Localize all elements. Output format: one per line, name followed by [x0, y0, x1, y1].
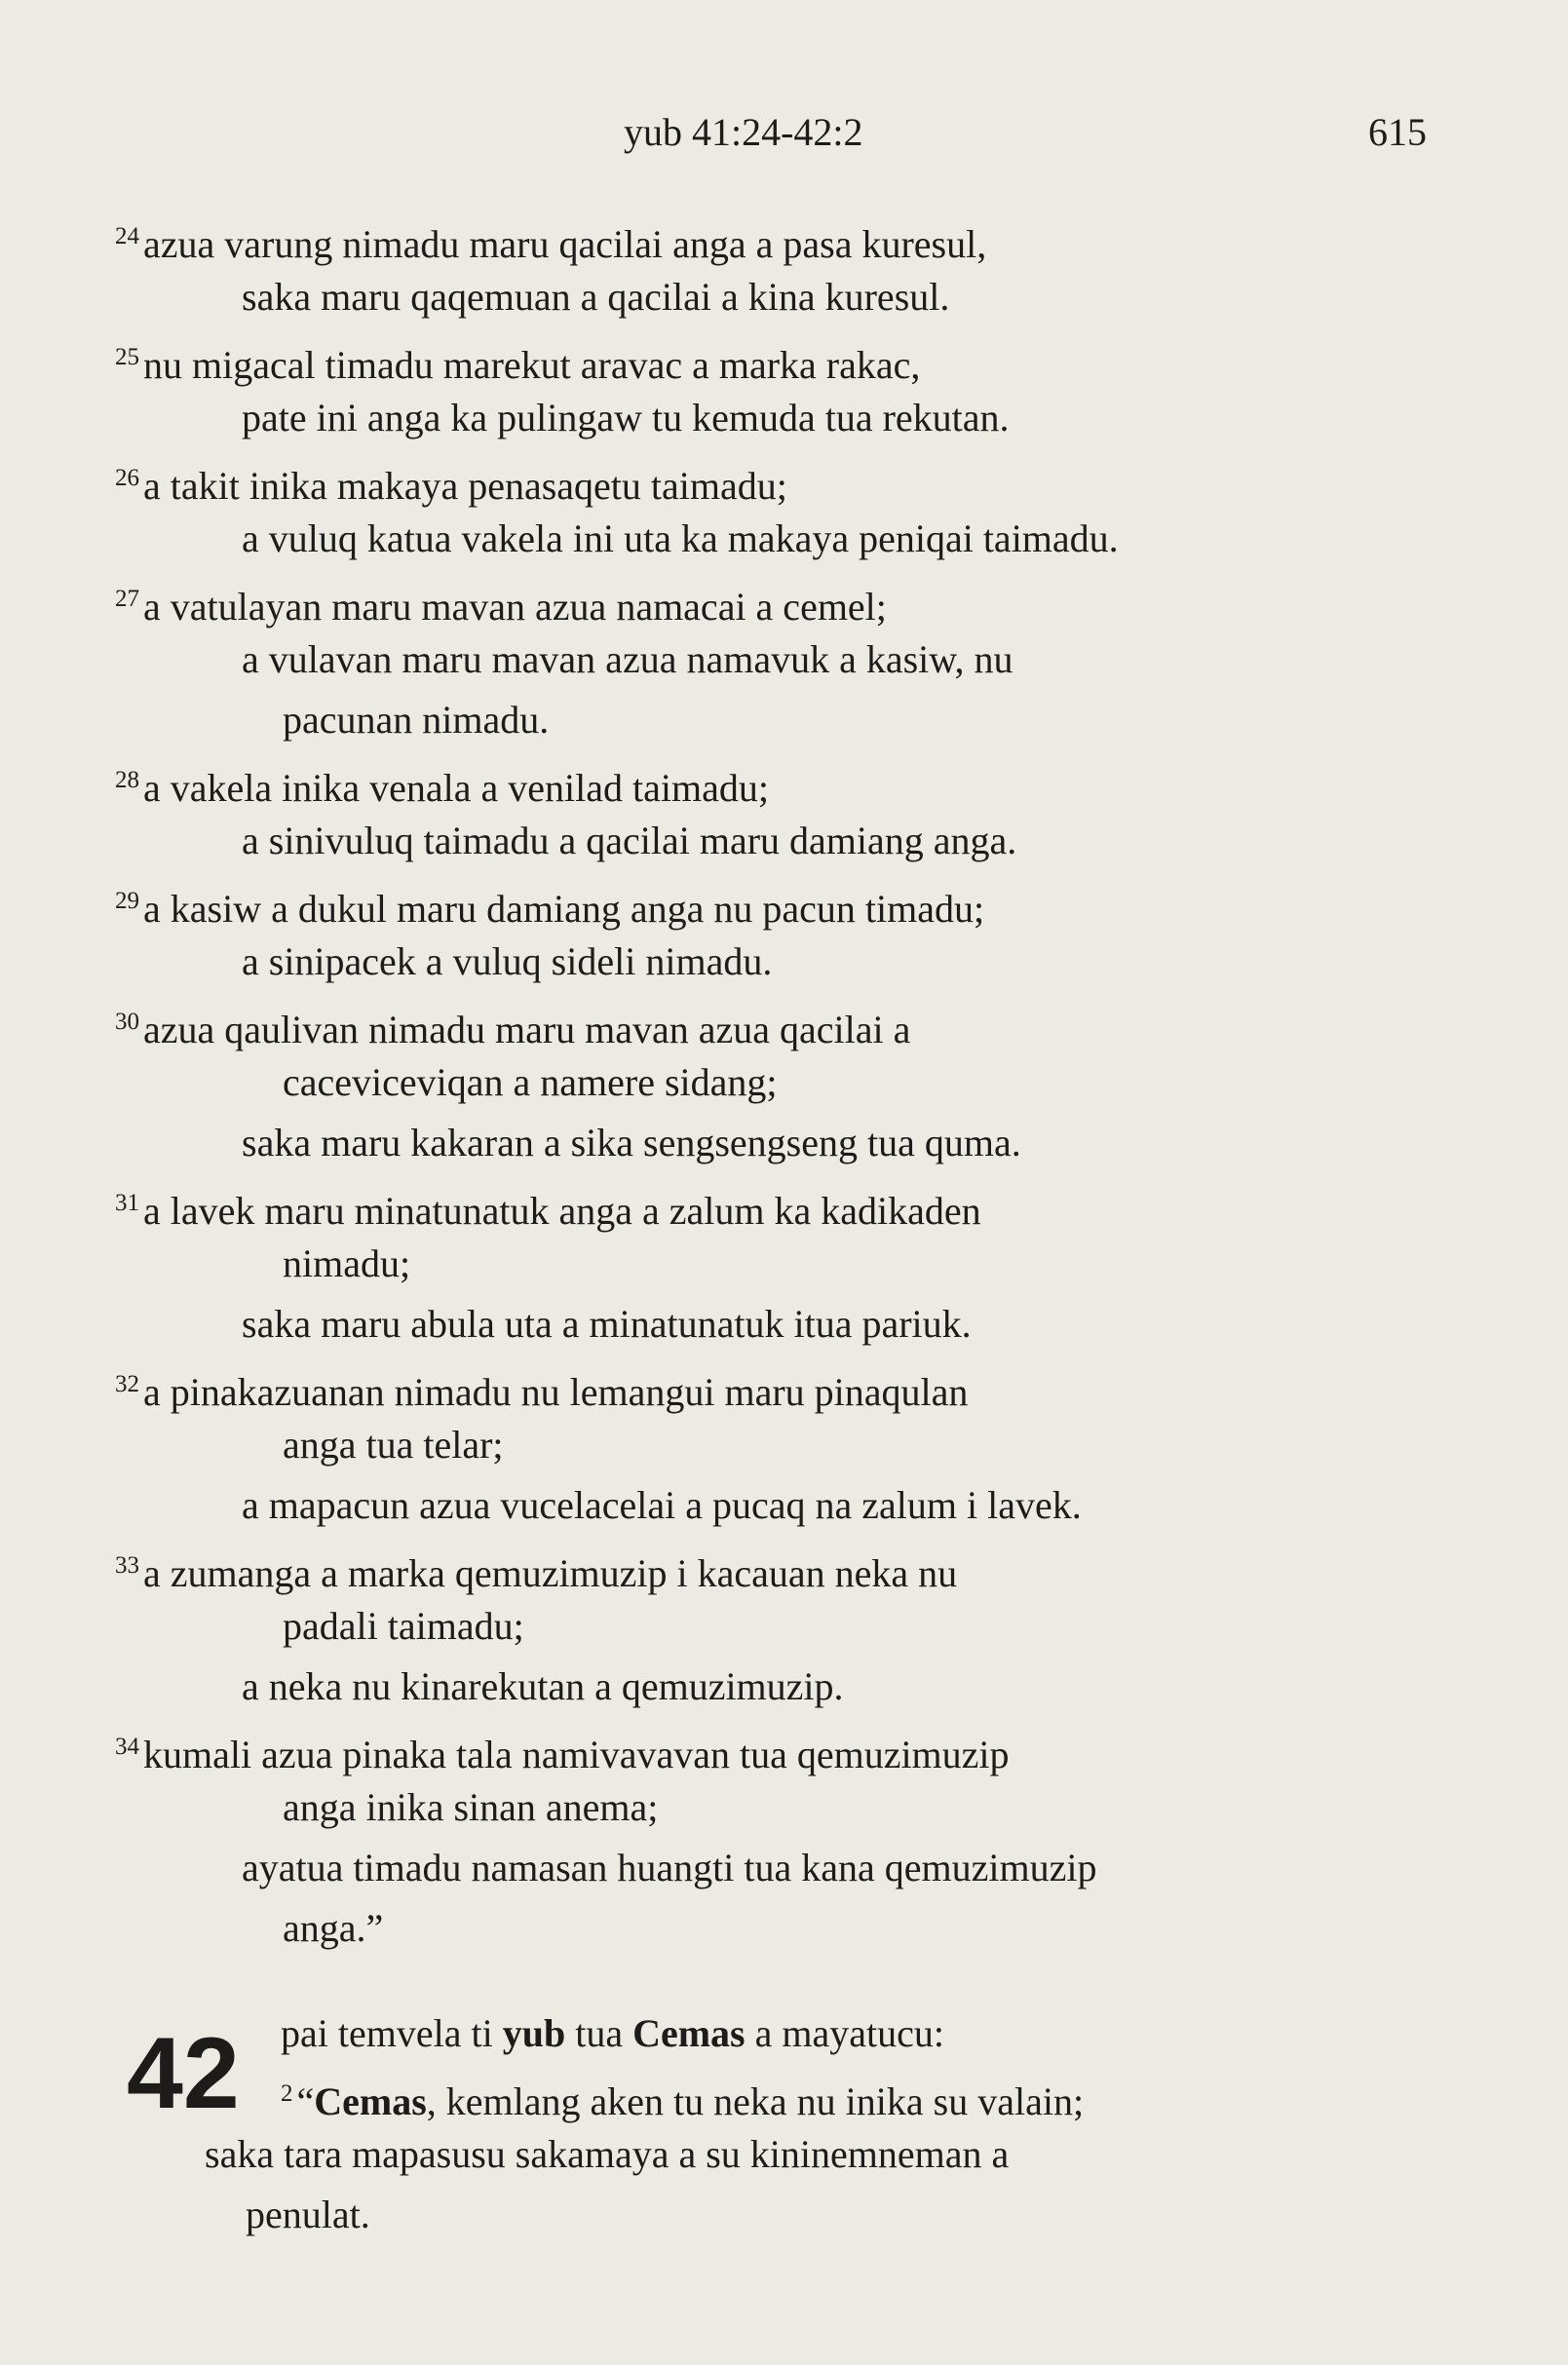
name-cemas: Cemas — [314, 2079, 427, 2123]
text-run: a mayatucu: — [745, 2011, 944, 2055]
verse-line: a sinipacek a vuluq sideli nimadu. — [242, 939, 773, 983]
verse-text-line: a kasiw a dukul maru damiang anga nu pacun timadu; — [143, 887, 985, 931]
verse-line: saka maru kakaran a sika sengsengseng tua quma. — [242, 1121, 1021, 1164]
verse-line — [115, 871, 1460, 932]
verse-text-line: a zumanga a marka qemuzimuzip i kacauan neka nu — [143, 1551, 958, 1595]
verse-number: 2 — [281, 2080, 293, 2107]
verse-line: anga tua telar; — [283, 1423, 504, 1467]
verse-line — [115, 327, 1460, 388]
verse-line — [115, 1354, 1460, 1415]
name-yub: yub — [502, 2011, 566, 2055]
verse-line: a vuluq katua vakela ini uta ka makaya peniqai taimadu. — [242, 516, 1119, 560]
text-run: tua — [565, 2011, 633, 2055]
text-run: pai temvela ti — [281, 2011, 503, 2055]
verse-line: a sinivuluq taimadu a qacilai maru damiang anga. — [242, 819, 1017, 862]
verse-line: anga inika sinan anema; — [283, 1785, 659, 1829]
verse-line: caceviceviqan a namere sidang; — [283, 1060, 778, 1104]
verse-text-line: nu migacal timadu marekut aravac a marka rakac, — [143, 343, 921, 387]
verse-line — [115, 750, 1460, 811]
verse-line: nimadu; — [283, 1241, 411, 1285]
verse-number: 27 — [115, 586, 139, 612]
chapter-42 — [127, 2003, 1452, 2245]
chapter-number: 42 — [127, 2017, 240, 2130]
verse-number: 31 — [115, 1190, 139, 1216]
chapter-line: saka tara mapasusu sakamaya a su kininemneman a — [205, 2132, 1010, 2176]
verse-line: padali taimadu; — [283, 1604, 524, 1648]
verse-number: 25 — [115, 344, 139, 370]
verse-number: 32 — [115, 1371, 139, 1397]
verse-number: 29 — [115, 888, 139, 914]
verse-number: 33 — [115, 1552, 139, 1579]
verse-text-line: a pinakazuanan nimadu nu lemangui maru pinaqulan — [143, 1370, 969, 1414]
verse-line — [115, 569, 1460, 629]
verse-line: a mapacun azua vucelacelai a pucaq na zalum i lavek. — [242, 1483, 1082, 1527]
page-number: 615 — [1368, 110, 1427, 154]
verse-line — [115, 1717, 1460, 1777]
verse-text-line: azua qaulivan nimadu maru mavan azua qacilai a — [143, 1008, 911, 1051]
verse-text-line: a takit inika makaya penasaqetu taimadu; — [143, 464, 787, 508]
verse-line: anga.” — [283, 1906, 384, 1950]
verse-text-line: kumali azua pinaka tala namivavavan tua qemuzimuzip — [143, 1733, 1010, 1776]
verse-number: 24 — [115, 223, 139, 249]
verse-line: ayatua timadu namasan huangti tua kana qemuzimuzip — [242, 1846, 1097, 1889]
verse-line — [115, 1536, 1460, 1596]
verse-number: 28 — [115, 767, 139, 793]
verse-line — [115, 448, 1460, 509]
verse-line — [115, 207, 1460, 267]
verse-number: 30 — [115, 1009, 139, 1035]
verse-number: 26 — [115, 465, 139, 491]
verse-text-line: a vakela inika venala a venilad taimadu; — [143, 766, 769, 810]
verse-line: saka maru qaqemuan a qacilai a kina kuresul. — [242, 275, 950, 319]
name-cemas: Cemas — [632, 2011, 746, 2055]
text-run: “ — [296, 2079, 315, 2123]
chapter-line — [127, 2003, 1452, 2064]
chapter-line — [127, 2064, 1452, 2124]
verse-line: a vulavan maru mavan azua namavuk a kasiw, nu — [242, 637, 1013, 681]
verse-line — [115, 1173, 1460, 1234]
verse-text-line: a vatulayan maru mavan azua namacai a cemel; — [143, 585, 887, 629]
verse-line: saka maru abula uta a minatunatuk itua pariuk. — [242, 1302, 972, 1346]
chapter-line: penulat. — [246, 2193, 370, 2236]
verse-line — [115, 992, 1460, 1052]
running-head — [0, 109, 1568, 168]
verse-number: 34 — [115, 1734, 139, 1760]
verse-text-line: azua varung nimadu maru qacilai anga a pasa kuresul, — [143, 222, 987, 266]
verse-text-line: a lavek maru minatunatuk anga a zalum ka kadikaden — [143, 1189, 981, 1233]
verse-text — [115, 207, 1460, 1959]
verse-line: pate ini anga ka pulingaw tu kemuda tua rekutan. — [242, 396, 1010, 439]
verse-line: a neka nu kinarekutan a qemuzimuzip. — [242, 1664, 844, 1708]
verse-line: pacunan nimadu. — [283, 698, 550, 742]
text-run: , kemlang aken tu neka nu inika su valain; — [426, 2079, 1085, 2123]
chapter-reference: yub 41:24-42:2 — [624, 110, 863, 154]
